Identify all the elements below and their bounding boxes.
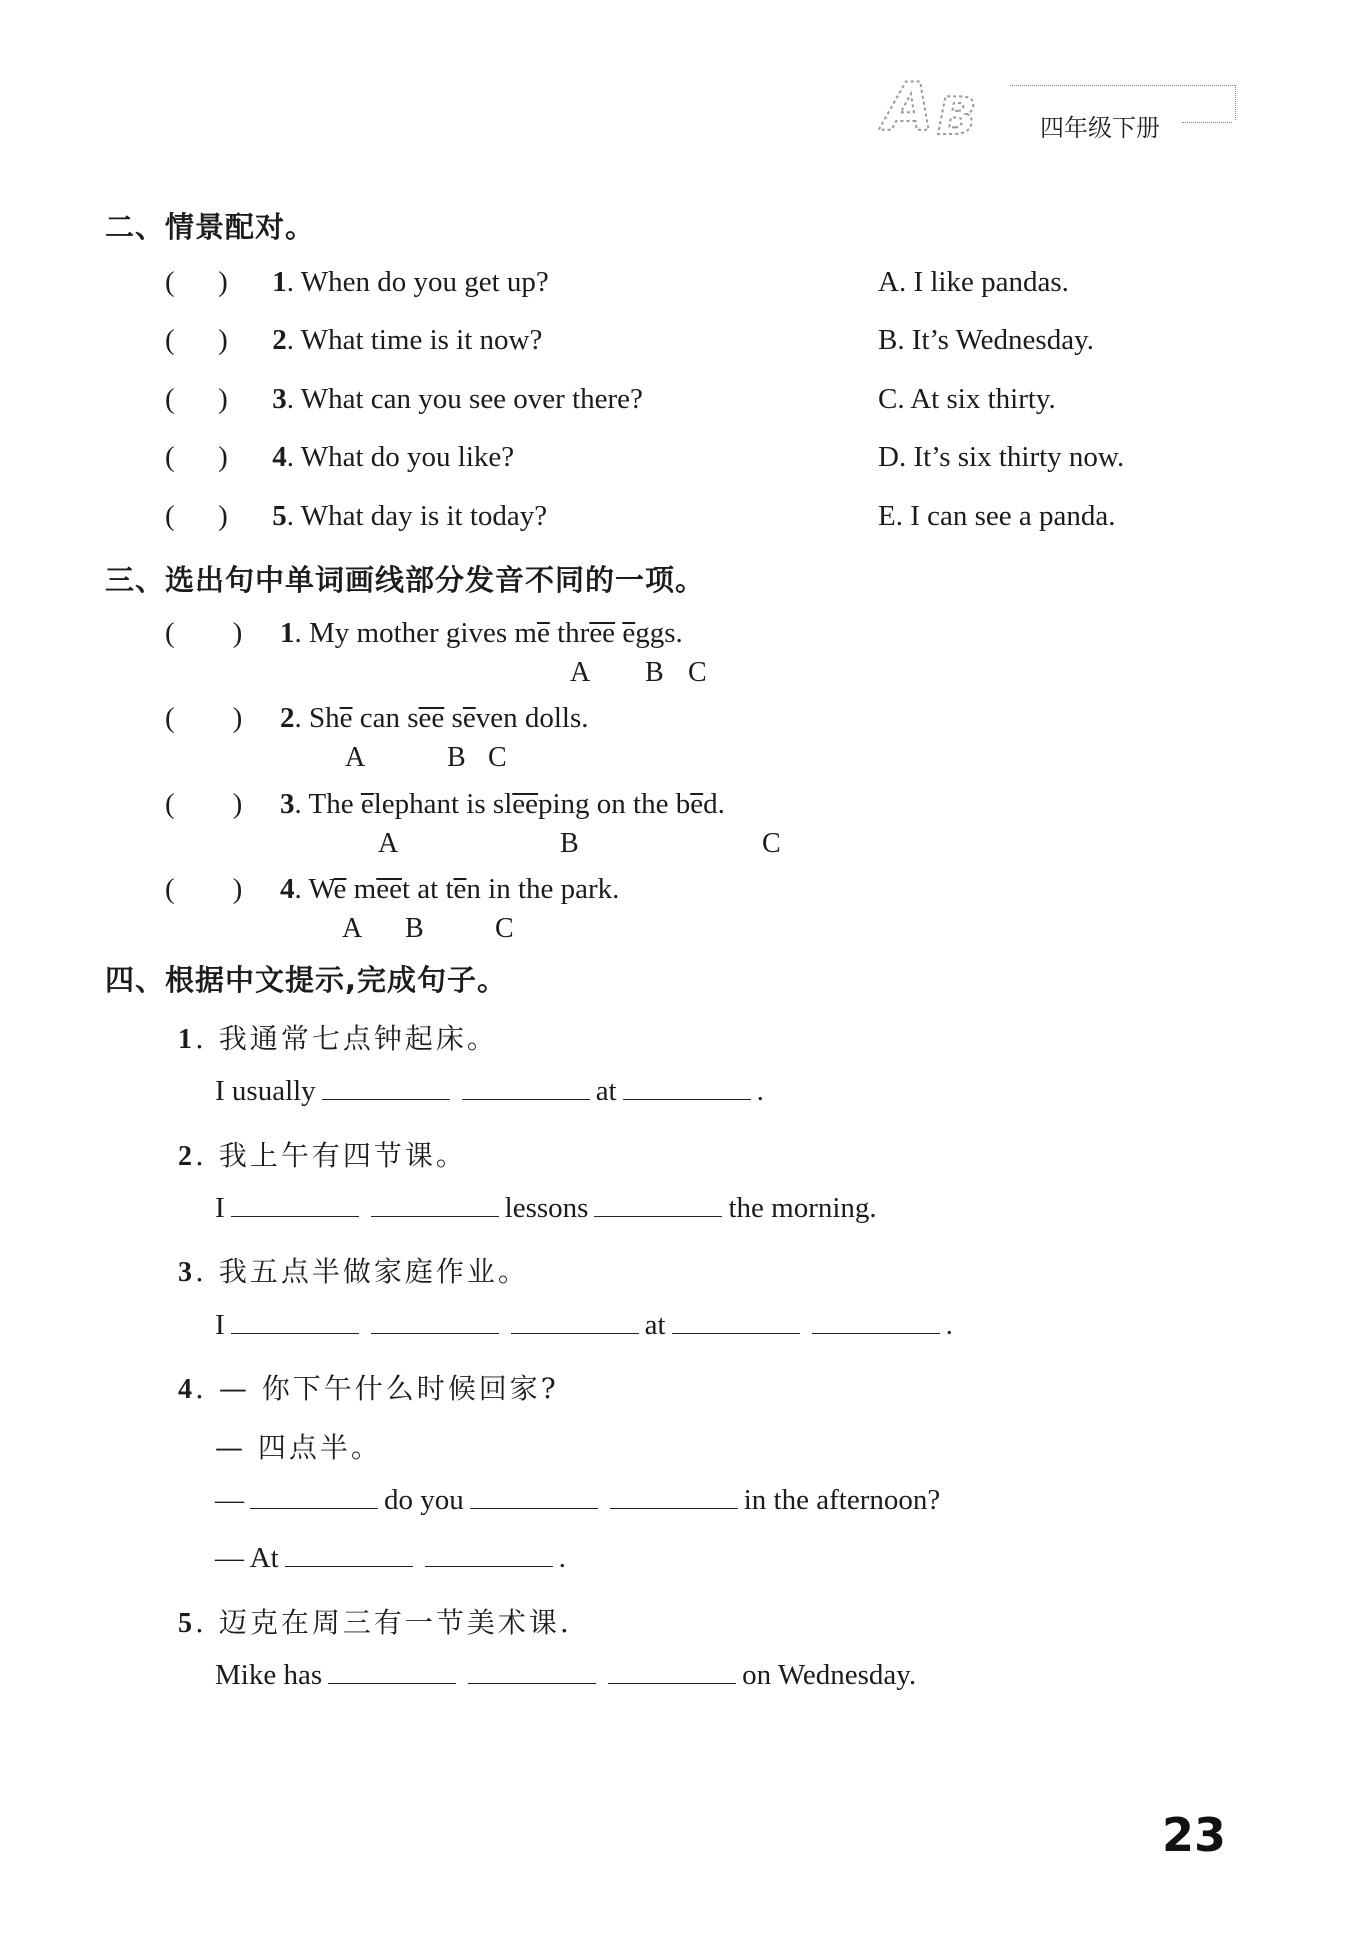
s3-question-2: ( ) 2. She can see seven dolls.: [165, 702, 589, 734]
page-number: 23: [1162, 1808, 1227, 1862]
s3-q4-letter-b: B: [405, 913, 424, 944]
answer-paren[interactable]: ( ): [165, 383, 228, 415]
blank[interactable]: [608, 1661, 736, 1684]
underlined-part-c: e: [462, 702, 476, 734]
s2-question-1: ( ) 1. When do you get up?: [165, 266, 549, 298]
underlined-part-a: e: [339, 702, 353, 734]
underlined-part-b: ee: [376, 873, 402, 905]
underlined-part-a: e: [360, 788, 374, 820]
s4-item-1-chinese: 1. 我通常七点钟起床。: [178, 1022, 498, 1055]
section4-heading: 四、根据中文提示,完成句子。: [105, 963, 508, 997]
s3-q1-letter-c: C: [688, 657, 707, 688]
blank[interactable]: [672, 1311, 800, 1334]
answer-paren[interactable]: ( ): [165, 617, 243, 649]
s2-option-d: D. It’s six thirty now.: [878, 441, 1125, 473]
blank[interactable]: [511, 1311, 639, 1334]
underlined-part-c: e: [690, 788, 704, 820]
underlined-part-c: e: [622, 617, 636, 649]
s4-item-5-sentence: Mike has on Wednesday.: [215, 1659, 917, 1691]
s3-q2-letter-a: A: [345, 742, 366, 773]
underlined-part-c: e: [453, 873, 467, 905]
s4-item-4-sentence-question: — do you in the afternoon?: [215, 1484, 941, 1516]
answer-paren[interactable]: ( ): [165, 441, 228, 473]
underlined-part-b: ee: [418, 702, 445, 734]
s3-q3-letter-c: C: [762, 828, 781, 859]
s2-option-b: B. It’s Wednesday.: [878, 324, 1094, 356]
s3-q2-letter-c: C: [488, 742, 507, 773]
answer-paren[interactable]: ( ): [165, 324, 228, 356]
blank[interactable]: [594, 1194, 722, 1217]
blank[interactable]: [610, 1486, 738, 1509]
section3-heading: 三、选出句中单词画线部分发音不同的一项。: [105, 563, 706, 597]
s3-q3-letter-a: A: [378, 828, 399, 859]
s2-option-c: C. At six thirty.: [878, 383, 1056, 415]
blank[interactable]: [470, 1486, 598, 1509]
s3-question-4: ( ) 4. We meet at ten in the park.: [165, 873, 620, 905]
s4-item-3-chinese: 3. 我五点半做家庭作业。: [178, 1255, 529, 1288]
answer-paren[interactable]: ( ): [165, 702, 243, 734]
s3-q1-letter-b: B: [645, 657, 664, 688]
s3-question-1: ( ) 1. My mother gives me three eggs.: [165, 617, 683, 649]
s2-option-e: E. I can see a panda.: [878, 500, 1116, 532]
header-dotted-rule: [1010, 85, 1235, 86]
blank[interactable]: [371, 1194, 499, 1217]
s3-question-3: ( ) 3. The elephant is sleeping on the bed.: [165, 788, 725, 820]
svg-text:B: B: [937, 87, 977, 142]
blank[interactable]: [231, 1194, 359, 1217]
s4-item-4-chinese: 4. — 你下午什么时候回家?: [178, 1372, 559, 1405]
s3-q4-letter-a: A: [342, 913, 363, 944]
s2-question-2: ( ) 2. What time is it now?: [165, 324, 543, 356]
blank[interactable]: [468, 1661, 596, 1684]
blank[interactable]: [250, 1486, 378, 1509]
s3-q2-letter-b: B: [447, 742, 466, 773]
s2-question-4: ( ) 4. What do you like?: [165, 441, 515, 473]
blank[interactable]: [462, 1077, 590, 1100]
s2-question-3: ( ) 3. What can you see over there?: [165, 383, 643, 415]
section2-heading: 二、情景配对。: [105, 210, 316, 244]
s4-item-4-sentence-answer: — At .: [215, 1542, 566, 1574]
answer-paren[interactable]: ( ): [165, 873, 243, 905]
blank[interactable]: [285, 1544, 413, 1567]
s2-question-5: ( ) 5. What day is it today?: [165, 500, 548, 532]
blank[interactable]: [322, 1077, 450, 1100]
blank[interactable]: [231, 1311, 359, 1334]
s4-item-5-chinese: 5. 迈克在周三有一节美术课.: [178, 1606, 572, 1639]
ab-logo: [875, 62, 1005, 142]
svg-text:A: A: [883, 69, 935, 142]
answer-paren[interactable]: ( ): [165, 788, 243, 820]
header-dotted-rule-2: [1182, 122, 1232, 123]
blank[interactable]: [371, 1311, 499, 1334]
s4-item-2-chinese: 2. 我上午有四节课。: [178, 1139, 467, 1172]
s3-q3-letter-b: B: [560, 828, 579, 859]
header-dotted-tick: [1235, 85, 1236, 120]
underlined-part-b: ee: [512, 788, 538, 820]
underlined-part-b: ee: [589, 617, 616, 649]
s3-q4-letter-c: C: [495, 913, 514, 944]
s4-item-2-sentence: I lessons the morning.: [215, 1192, 877, 1224]
answer-paren[interactable]: ( ): [165, 266, 228, 298]
answer-paren[interactable]: ( ): [165, 500, 228, 532]
s3-q1-letter-a: A: [570, 657, 591, 688]
blank[interactable]: [425, 1544, 553, 1567]
blank[interactable]: [328, 1661, 456, 1684]
blank[interactable]: [623, 1077, 751, 1100]
underlined-part-a: e: [333, 873, 347, 905]
underlined-part-a: e: [536, 617, 550, 649]
s2-option-a: A. I like pandas.: [878, 266, 1069, 298]
s4-item-3-sentence: I at .: [215, 1309, 953, 1341]
s4-item-1-sentence: I usually at .: [215, 1075, 764, 1107]
s4-item-4-chinese-answer: — 四点半。: [215, 1431, 382, 1464]
grade-label: 四年级下册: [1040, 114, 1160, 142]
blank[interactable]: [812, 1311, 940, 1334]
